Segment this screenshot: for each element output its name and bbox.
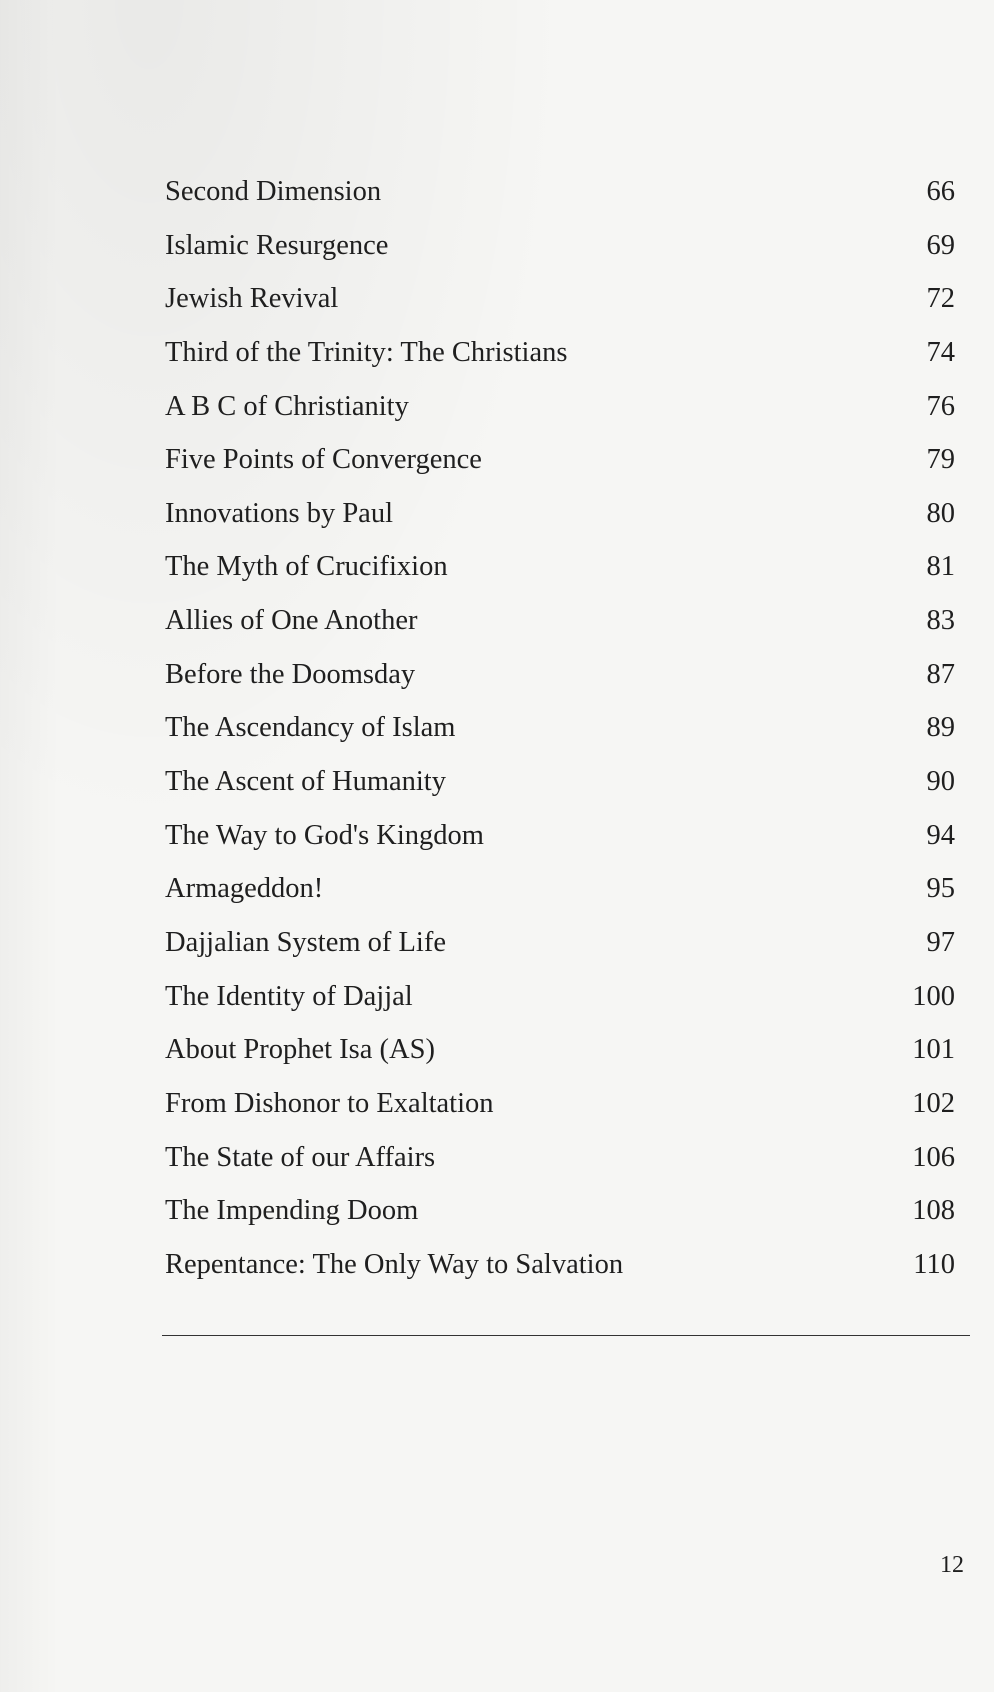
toc-entry-title: The Identity of Dajjal bbox=[165, 980, 413, 1012]
toc-entry-page: 90 bbox=[926, 766, 955, 798]
toc-entry-page: 87 bbox=[926, 658, 955, 690]
toc-entry-page: 83 bbox=[926, 605, 955, 637]
toc-entry-title: A B C of Christianity bbox=[165, 390, 409, 422]
toc-entry bbox=[165, 1238, 955, 1292]
toc-entry-title: The Myth of Crucifixion bbox=[165, 551, 448, 583]
toc-entry-page: 102 bbox=[912, 1087, 955, 1119]
toc-entry-page: 100 bbox=[912, 980, 955, 1012]
toc-entry bbox=[165, 433, 955, 487]
toc-entry-title: Innovations by Paul bbox=[165, 497, 393, 529]
toc-entry bbox=[165, 701, 955, 755]
toc-entry-page: 69 bbox=[926, 229, 955, 261]
toc-entry-page: 94 bbox=[926, 819, 955, 851]
toc-entry-page: 106 bbox=[912, 1141, 955, 1173]
toc-entry-title: About Prophet Isa (AS) bbox=[165, 1034, 435, 1066]
toc-entry bbox=[165, 594, 955, 648]
toc-entry bbox=[165, 1023, 955, 1077]
toc-entry bbox=[165, 1131, 955, 1185]
toc-entry bbox=[165, 219, 955, 273]
toc-entry-title: Before the Doomsday bbox=[165, 658, 416, 690]
toc-entry-page: 97 bbox=[926, 926, 955, 958]
toc-entry-title: The Ascent of Humanity bbox=[165, 766, 446, 798]
toc-entry-page: 76 bbox=[926, 390, 955, 422]
toc-entry-page: 80 bbox=[926, 497, 955, 529]
toc-entry-title: Five Points of Convergence bbox=[165, 444, 482, 476]
toc-entry bbox=[165, 272, 955, 326]
toc-entry-title: The State of our Affairs bbox=[165, 1141, 436, 1173]
toc-entry-title: Allies of One Another bbox=[165, 605, 418, 637]
toc-entry-page: 79 bbox=[926, 444, 955, 476]
toc-entry bbox=[165, 487, 955, 541]
toc-entry bbox=[165, 809, 955, 863]
toc-entry bbox=[165, 1077, 955, 1131]
toc-entry bbox=[165, 862, 955, 916]
toc-entry bbox=[165, 1184, 955, 1238]
toc-entry bbox=[165, 755, 955, 809]
toc-entry bbox=[165, 540, 955, 594]
toc-entry-title: From Dishonor to Exaltation bbox=[165, 1087, 494, 1119]
toc-entry-page: 72 bbox=[926, 283, 955, 315]
toc-entry-page: 89 bbox=[926, 712, 955, 744]
toc-entry-title: Second Dimension bbox=[165, 176, 382, 207]
toc-entry bbox=[165, 648, 955, 702]
toc-entry bbox=[165, 165, 955, 219]
toc-entry-page: 74 bbox=[926, 336, 955, 368]
toc-entry-title: The Ascendancy of Islam bbox=[165, 712, 456, 744]
toc-entry bbox=[165, 970, 955, 1024]
table-of-contents bbox=[165, 165, 955, 1291]
toc-entry-page: 101 bbox=[912, 1034, 955, 1066]
toc-entry-title: Armageddon! bbox=[165, 873, 324, 905]
section-divider bbox=[162, 1335, 970, 1336]
toc-entry-title: The Way to God's Kingdom bbox=[165, 819, 484, 851]
toc-entry-page: 110 bbox=[913, 1248, 955, 1280]
toc-entry-page: 108 bbox=[912, 1195, 955, 1227]
toc-entry-title: The Impending Doom bbox=[165, 1195, 419, 1227]
toc-entry-page: 81 bbox=[926, 551, 955, 583]
toc-entry bbox=[165, 326, 955, 380]
toc-entry bbox=[165, 916, 955, 970]
toc-entry-title: Jewish Revival bbox=[165, 283, 339, 315]
toc-entry-title: Dajjalian System of Life bbox=[165, 926, 446, 958]
toc-entry-title: Third of the Trinity: The Christians bbox=[165, 336, 568, 368]
page-number: 12 bbox=[940, 1552, 964, 1578]
toc-entry bbox=[165, 380, 955, 434]
toc-entry-title: Repentance: The Only Way to Salvation bbox=[165, 1248, 624, 1280]
toc-entry-page: 95 bbox=[926, 873, 955, 905]
toc-entry-page: 66 bbox=[926, 176, 955, 207]
toc-entry-title: Islamic Resurgence bbox=[165, 229, 389, 261]
